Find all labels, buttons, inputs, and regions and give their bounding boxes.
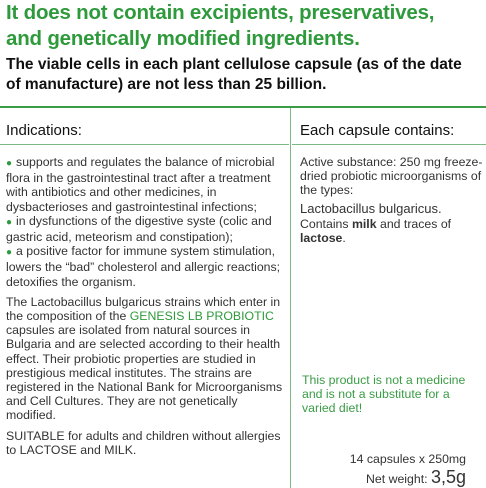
bullet-icon: ●	[6, 158, 13, 169]
net-weight-label: Net weight:	[366, 472, 431, 486]
contents-title-rule	[292, 144, 486, 145]
subline-line-2: of manufacture) are not less than 25 billion.	[6, 76, 327, 93]
contents-title: Each capsule contains:	[300, 122, 455, 139]
indication-item	[6, 214, 288, 244]
column-divider	[290, 108, 291, 488]
contents-column	[292, 108, 486, 488]
bullet-icon: ●	[6, 247, 13, 259]
allergen-text: Contains	[300, 216, 352, 231]
suitable-note: SUITABLE for adults and children without allergies to LACTOSE and MILK.	[6, 428, 281, 457]
strains-text-end: capsules are isolated from natural sources in Bulgaria and are selected according to their health effect. Their probiotic properties are studied in prestigious medical institutes. The strains are registered in the National Bank for Microorganisms and Cell Cultures. They are not genetically modified.	[6, 323, 283, 423]
capsule-count: 14 capsules x 250mg	[349, 452, 466, 466]
indications-body	[6, 155, 288, 457]
indication-item	[6, 244, 288, 289]
contents-body	[300, 155, 484, 245]
viable-cells-statement	[6, 55, 484, 95]
strains-text-start: The Lactobacillus bulgaricus strains which enter in the composition of the	[6, 294, 281, 324]
strains-paragraph	[6, 295, 288, 423]
headline-line-2: and genetically modified ingredients.	[6, 27, 360, 50]
allergen-text: .	[342, 230, 346, 245]
indications-title: Indications:	[6, 122, 82, 139]
species-name: Lactobacillus bulgaricus.	[300, 200, 442, 216]
subline-line-1: The viable cells in each plant cellulose capsule (as of the date	[6, 56, 462, 73]
headline	[6, 0, 484, 52]
allergen-note	[300, 217, 484, 245]
indication-text: in dysfunctions of the digestive syste (colic and gastric acid, meteorism and constipation);	[6, 213, 272, 245]
indication-text: a positive factor for immune system stimulation, lowers the “bad” cholesterol and allergic reactions; detoxifies the organism.	[6, 244, 281, 289]
active-substance: Active substance: 250 mg freeze-dried probiotic microorganisms of the types:	[300, 155, 483, 198]
net-weight-value: 3,5g	[430, 467, 466, 487]
lactose-word: lactose	[300, 230, 343, 245]
indication-text: supports and regulates the balance of microbial flora in the gastrointestinal tract after a treatment with antibiotics and other medicines, in dysbacterioses and gastrointestinal infections;	[6, 155, 275, 214]
indication-item	[6, 155, 288, 214]
allergen-text: and traces of	[376, 216, 452, 231]
indications-column	[0, 108, 289, 488]
headline-line-1: It does not contain excipients, preservatives,	[6, 1, 435, 24]
not-medicine-note: This product is not a medicine and is not a substitute for a varied diet!	[302, 373, 466, 416]
indications-title-rule	[0, 144, 289, 145]
bullet-icon: ●	[6, 216, 13, 228]
milk-word: milk	[351, 216, 377, 231]
net-weight	[366, 467, 466, 488]
brand-name: GENESIS LB PROBIOTIC	[129, 309, 274, 324]
